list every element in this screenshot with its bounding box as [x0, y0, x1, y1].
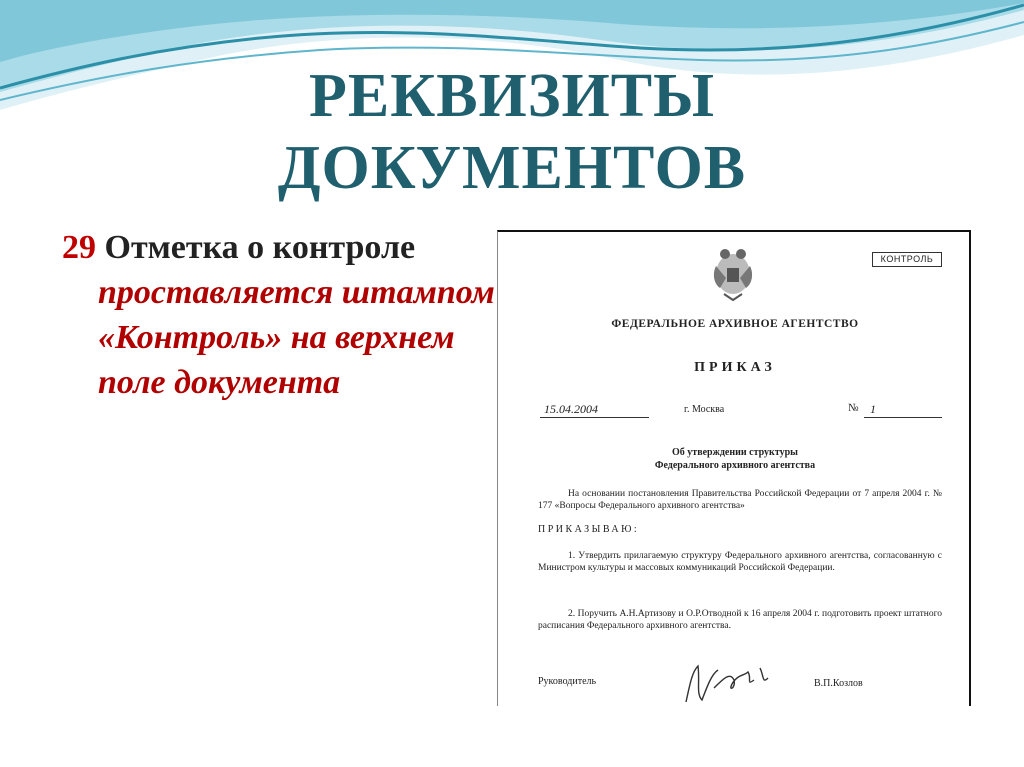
slide-title [0, 60, 1024, 204]
item-number: 29 [62, 229, 96, 266]
item-description [62, 225, 502, 405]
slide-title-line2: ДОКУМЕНТОВ [277, 134, 747, 202]
paragraph-1: 1. Утвердить прилагаемую структуру Федерального архивного агентства, согласованную с Министром культуры и массовых коммуникаций Российской Федерации. [538, 551, 942, 573]
eagle-emblem-icon [710, 244, 756, 302]
signer-name: В.П.Козлов [814, 678, 863, 689]
agency-name: ФЕДЕРАЛЬНОЕ АРХИВНОЕ АГЕНТСТВО [611, 318, 859, 330]
number-label: № [848, 402, 859, 414]
order-word: ПРИКАЗЫВАЮ: [538, 524, 640, 535]
item-rest: проставляется штампом «Контроль» на верхнем поле документа [98, 274, 495, 401]
order-subject [498, 446, 971, 472]
paragraph-basis: На основании постановления Правительства Российской Федерации от 7 апреля 2004 г. № 177 «Вопросы Федерального архивного агентства» [538, 489, 942, 511]
head-title: Руководитель [538, 676, 597, 687]
order-heading: ПРИКАЗ [694, 360, 776, 375]
slide-title-line1: РЕКВИЗИТЫ [309, 62, 715, 130]
order-date: 15.04.2004 [540, 402, 649, 418]
paragraph-2: 2. Поручить А.Н.Артизову и О.Р.Отводной к 16 апреля 2004 г. подготовить проект штатного расписания Федерального архивного агентства. [538, 609, 942, 631]
subject-line2: Федерального архивного агентства [654, 460, 816, 471]
document-sample [497, 230, 971, 706]
order-number: 1 [864, 402, 942, 418]
subject-line1: Об утверждении структуры [672, 447, 798, 458]
control-stamp: КОНТРОЛЬ [872, 252, 942, 267]
signature-icon [678, 654, 788, 706]
order-city: г. Москва [684, 404, 725, 415]
item-lead: Отметка о контроле [104, 229, 416, 266]
